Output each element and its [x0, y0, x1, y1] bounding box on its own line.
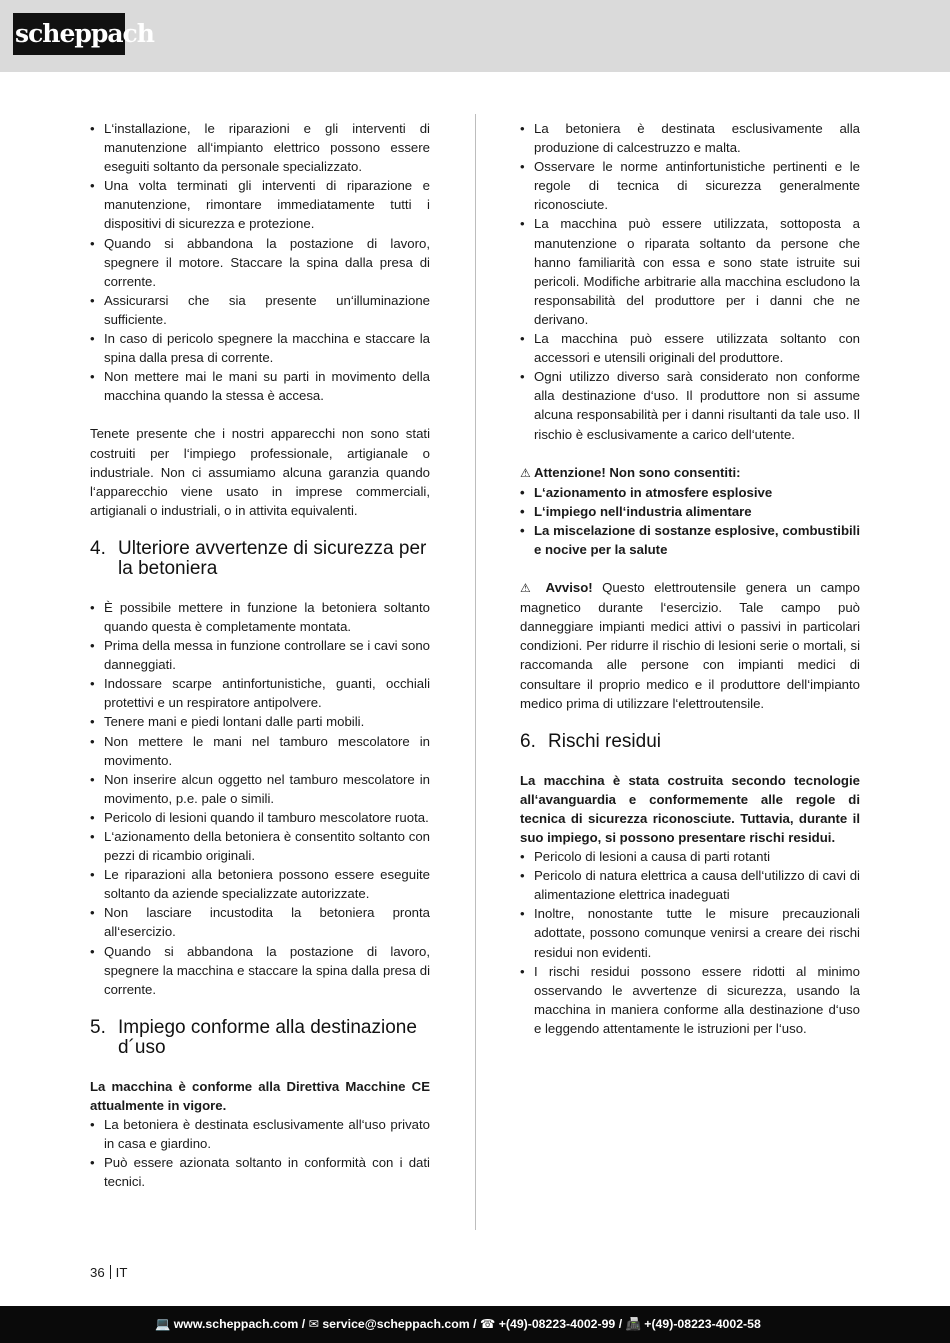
phone-number: +(49)-08223-4002-99 — [498, 1317, 616, 1331]
section-number: 4. — [90, 537, 106, 559]
list-item: • Pericolo di lesioni quando il tamburo mescolatore ruota. — [90, 808, 430, 827]
list-item: • Non lasciare incustodita la betoniera pronta all‘esercizio. — [90, 903, 430, 941]
attention-list — [520, 483, 860, 559]
list-item: • L‘azionamento della betoniera è consentito soltanto con pezzi di ricambio originali. — [90, 827, 430, 865]
warning-triangle-icon: ⚠ — [520, 465, 531, 480]
section-5-heading — [90, 1018, 430, 1058]
section-5-list — [90, 1115, 430, 1191]
list-item: • L‘azionamento in atmosfere esplosive — [520, 483, 860, 502]
list-item: • Ogni utilizzo diverso sarà considerato non conforme alla destinazione d‘uso. Il produttore non si assume alcuna responsabilità per i danni risultanti da tale uso. Il rischio è esclusivamente a carico dell‘utente. — [520, 367, 860, 443]
section-5-lead: La macchina è conforme alla Direttiva Macchine CE attualmente in vigore. — [90, 1078, 430, 1113]
attention-title: Attenzione! Non sono consentiti: — [533, 464, 741, 480]
list-item: • Prima della messa in funzione controllare se i cavi sono danneggiati. — [90, 636, 430, 674]
list-item: • È possibile mettere in funzione la betoniera soltanto quando questa è completamente montata. — [90, 598, 430, 636]
attention-heading — [520, 463, 860, 483]
notice-text: Questo elettroutensile genera un campo magnetico durante l‘esercizio. Tale campo può danneggiare impianti medici attivi o passivi in particolari condizioni. Per ridurre il rischio di lesioni serie o mortali, si raccomanda alle persone con impianti medici di consultare il proprio medico e il produttore dell‘impianto medico prima di utilizzare l‘elettroutensile. — [520, 580, 860, 711]
list-item: • La betoniera è destinata esclusivamente alla produzione di calcestruzzo e malta. — [520, 119, 860, 157]
section-4-heading — [90, 539, 430, 579]
section-number: 5. — [90, 1016, 106, 1038]
fax-number: +(49)-08223-4002-58 — [644, 1317, 761, 1331]
language-code: IT — [115, 1265, 128, 1280]
column-divider — [475, 114, 476, 1230]
separator: / — [618, 1317, 623, 1331]
list-item: • Osservare le norme antinfortunistiche pertinenti e le regole di tecnica di sicurezza generalmente riconosciute. — [520, 157, 860, 214]
list-item: • I rischi residui possono essere ridotti al minimo osservando le avvertenze di sicurezza, usando la macchina in maniera conforme alla destinazione d‘uso e leggendo attentamente le istruzioni per l‘uso. — [520, 962, 860, 1038]
list-item: • La miscelazione di sostanze esplosive, combustibili e nocive per la salute — [520, 521, 860, 559]
separator: / — [473, 1317, 477, 1331]
list-item: • Tenere mani e piedi lontani dalle parti mobili. — [90, 712, 430, 731]
list-item: • Le riparazioni alla betoniera possono essere eseguite soltanto da aziende specializzate autorizzate. — [90, 865, 430, 903]
section-title: Impiego conforme alla destinazione d´uso — [118, 1016, 417, 1058]
notice-paragraph — [520, 578, 860, 713]
section-title: Rischi residui — [548, 730, 661, 752]
section-6-list — [520, 847, 860, 1038]
section-6-lead: La macchina è stata costruita secondo tecnologie all‘avanguardia e conformemente alle regole di tecnica di sicurezza riconosciute. Tuttavia, durante il suo impiego, si possono presentare rischi residui. — [520, 772, 860, 845]
list-item: • Una volta terminati gli interventi di riparazione e manutenzione, rimontare immediatamente tutti i dispositivi di sicurezza e protezione. — [90, 176, 430, 233]
phone-icon: ☎ — [479, 1317, 496, 1331]
header-bar — [0, 0, 950, 72]
intended-use-list — [520, 119, 860, 444]
list-item: • Non mettere mai le mani su parti in movimento della macchina quando la stessa è accesa. — [90, 367, 430, 405]
scheppach-logo: scheppach — [13, 13, 125, 55]
section-number: 6. — [520, 730, 536, 752]
list-item: • In caso di pericolo spegnere la macchina e staccare la spina dalla presa di corrente. — [90, 329, 430, 367]
list-item: • La betoniera è destinata esclusivamente all‘uso privato in casa e giardino. — [90, 1115, 430, 1153]
list-item: • Assicurarsi che sia presente un‘illuminazione sufficiente. — [90, 291, 430, 329]
page-number-value: 36 — [90, 1265, 105, 1280]
website-link[interactable]: www.scheppach.com — [173, 1317, 299, 1331]
page-number — [90, 1265, 127, 1281]
list-item: • Inoltre, nonostante tutte le misure precauzionali adottate, possono comunque venirsi a creare dei rischi residui non evidenti. — [520, 904, 860, 961]
separator: / — [301, 1317, 306, 1331]
list-item: • Può essere azionata soltanto in conformità con i dati tecnici. — [90, 1153, 430, 1191]
mail-icon: ✉ — [308, 1317, 319, 1331]
list-item: • Indossare scarpe antinfortunistiche, guanti, occhiali protettivi e un respiratore antipolvere. — [90, 674, 430, 712]
list-item: • Pericolo di lesioni a causa di parti rotanti — [520, 847, 860, 866]
contact-bar — [0, 1306, 950, 1343]
right-column — [520, 119, 860, 1038]
list-item: • Pericolo di natura elettrica a causa dell‘utilizzo di cavi di alimentazione elettrica inadeguati — [520, 866, 860, 904]
list-item: • La macchina può essere utilizzata soltanto con accessori e utensili originali del produttore. — [520, 329, 860, 367]
email-link[interactable]: service@scheppach.com — [322, 1317, 470, 1331]
professional-use-note: Tenete presente che i nostri apparecchi non sono stati costruiti per l‘impiego professionale, artigianale o industriale. Non ci assumiamo alcuna garanzia quando l‘apparecchio viene usato in imprese commerciali, artigianali o industriali, o in attivita equivalenti. — [90, 426, 430, 518]
list-item: • Quando si abbandona la postazione di lavoro, spegnere la macchina e staccare la spina dalla presa di corrente. — [90, 942, 430, 999]
list-item: • L‘impiego nell‘industria alimentare — [520, 502, 860, 521]
warning-triangle-icon: ⚠ — [520, 581, 537, 596]
computer-icon: 💻 — [155, 1317, 171, 1331]
list-item: • Non mettere le mani nel tamburo mescolatore in movimento. — [90, 732, 430, 770]
section-4-list — [90, 598, 430, 999]
list-item: • Quando si abbandona la postazione di lavoro, spegnere il motore. Staccare la spina dalla presa di corrente. — [90, 234, 430, 291]
section-title: Ulteriore avvertenze di sicurezza per la betoniera — [118, 537, 427, 579]
fax-icon: 📠 — [625, 1317, 641, 1331]
notice-label: Avviso! — [545, 580, 593, 596]
intro-list — [90, 119, 430, 405]
section-6-heading — [520, 732, 860, 752]
left-column — [90, 119, 430, 1191]
list-item: • Non inserire alcun oggetto nel tamburo mescolatore in movimento, p.e. pale o simili. — [90, 770, 430, 808]
list-item: • L‘installazione, le riparazioni e gli interventi di manutenzione all‘impianto elettrico possono essere eseguiti soltanto da personale specializzato. — [90, 119, 430, 176]
list-item: • La macchina può essere utilizzata, sottoposta a manutenzione o riparata soltanto da persone che hanno familiarità con essa e sono state istruite sui pericoli. Modifiche arbitrarie alla macchina escludono la responsabilità del produttore per i danni che ne derivano. — [520, 214, 860, 329]
